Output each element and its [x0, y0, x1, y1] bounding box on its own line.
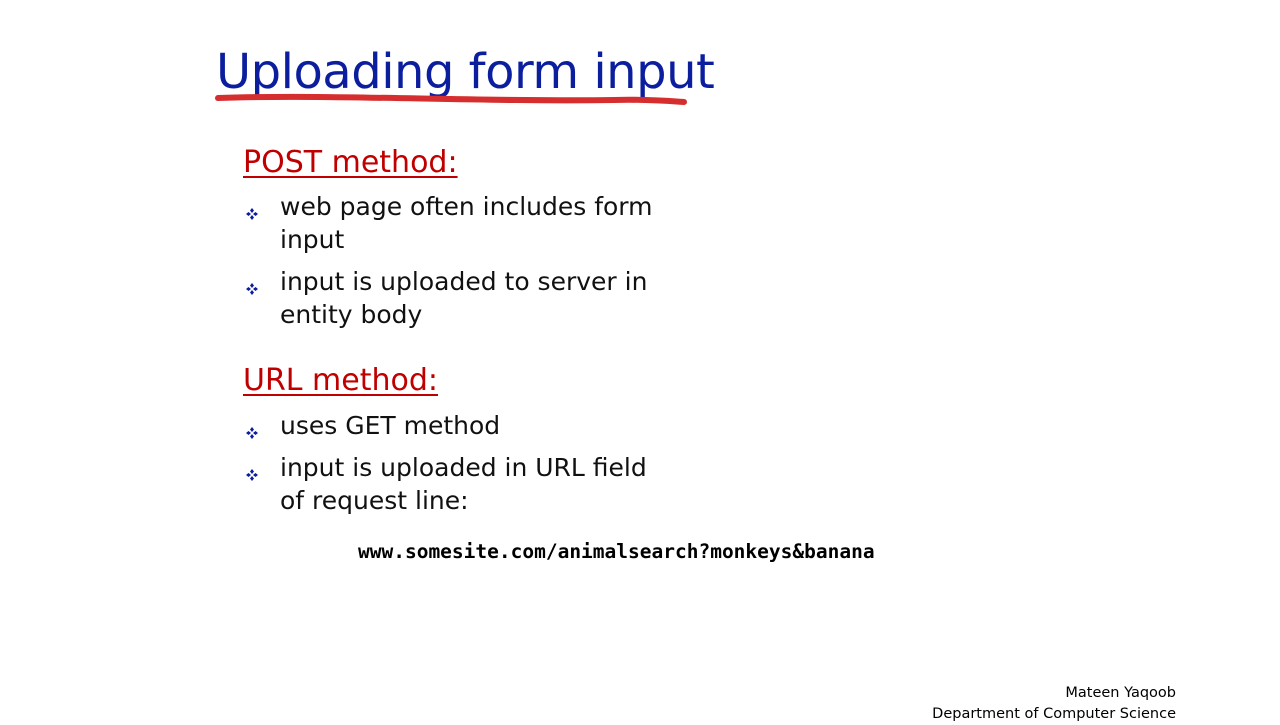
footer	[932, 683, 1176, 725]
footer-department: Department of Computer Science	[932, 706, 1176, 722]
bullet-text: uses GET method	[280, 411, 501, 440]
bullet-text: input is uploaded to server in entity body	[280, 267, 648, 329]
footer-author: Mateen Yaqoob	[1065, 685, 1176, 701]
post-method-heading: POST method:	[243, 145, 458, 180]
four-diamond-bullet-icon	[245, 426, 259, 440]
four-diamond-bullet-icon	[245, 207, 259, 221]
four-diamond-bullet-icon	[245, 282, 259, 296]
bullet-text: web page often includes form input	[280, 192, 653, 254]
url-method-heading: URL method:	[243, 363, 439, 398]
example-url: www.somesite.com/animalsearch?monkeys&banana	[358, 540, 875, 563]
title-underline	[214, 88, 694, 108]
four-diamond-bullet-icon	[245, 468, 259, 482]
slide-title: Uploading form input	[216, 44, 715, 100]
bullet-text: input is uploaded in URL field of request line:	[280, 453, 647, 515]
